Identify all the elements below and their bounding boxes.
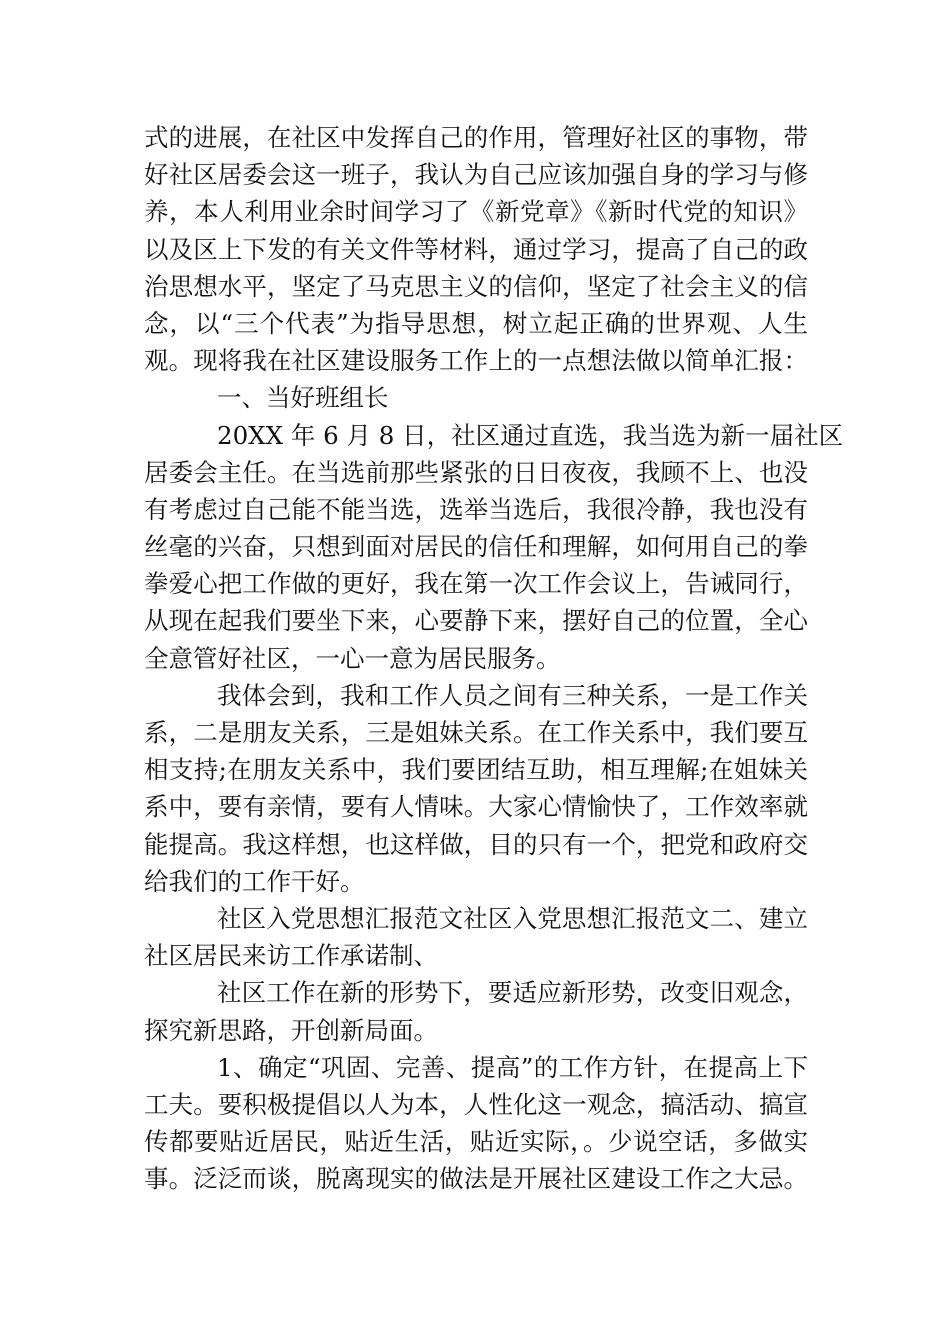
text-line: 探究新思路，开创新局面。 [144,1015,438,1045]
text-line: 工夫。要积极提倡以人为本，人性化这一观念，搞活动、搞宣 [144,1089,808,1119]
text-line: 丝毫的兴奋，只想到面对居民的信任和理解，如何用自己的拳 [144,532,808,562]
document-body [144,119,844,1197]
text-line: 居委会主任。在当选前那些紧张的日日夜夜，我顾不上、也没 [144,457,808,487]
text-line: 系，二是朋友关系，三是姐妹关系。在工作关系中，我们要互 [144,718,808,747]
section-heading: 一、当好班组长 [217,383,389,413]
text-line: 我体会到，我和工作人员之间有三种关系，一是工作关 [217,680,808,710]
text-line: 以及区上下发的有关文件等材料，通过学习，提高了自己的政 [144,234,808,264]
text-line: 系中，要有亲情，要有人情味。大家心情愉快了，工作效率就 [144,792,808,822]
text-line: 养，本人利用业余时间学习了《新党章》《新时代党的知识》 [144,197,808,227]
text-line: 能提高。我这样想，也这样做，目的只有一个，把党和政府交 [144,829,808,859]
text-line: 社区工作在新的形势下，要适应新形势，改变旧观念， [217,978,808,1008]
text-line: 1、确定“巩固、完善、提高”的工作方针，在提高上下 [217,1052,808,1082]
text-line: 给我们的工作干好。 [144,866,365,896]
text-line: 治思想水平，坚定了马克思主义的信仰，坚定了社会主义的信 [144,271,808,301]
text-line: 好社区居委会这一班子，我认为自己应该加强自身的学习与修 [144,160,808,190]
text-line: 从现在起我们要坐下来，心要静下来，摆好自己的位置，全心 [144,606,808,636]
text-line: 事。泛泛而谈，脱离现实的做法是开展社区建设工作之大忌。 [144,1164,808,1194]
text-line: 社区入党思想汇报范文社区入党思想汇报范文二、建立 [217,903,808,933]
text-line: 拳爱心把工作做的更好，我在第一次工作会议上，告诫同行， [144,569,808,599]
text-line: 传都要贴近居民，贴近生活，贴近实际，。少说空话，多做实 [144,1127,808,1157]
text-line: 20XX 年 6 月 8 日，社区通过直选，我当选为新一届社区 [217,420,844,450]
text-line: 式的进展，在社区中发挥自己的作用，管理好社区的事物，带 [144,123,808,152]
text-line: 相支持;在朋友关系中，我们要团结互助，相互理解;在姐妹关 [144,755,808,785]
text-line: 有考虑过自己能不能当选，选举当选后，我很冷静，我也没有 [144,494,808,524]
text-line: 念，以“三个代表”为指导思想，树立起正确的世界观、人生 [144,308,808,338]
text-line: 全意管好社区，一心一意为居民服务。 [144,643,561,673]
text-line: 社区居民来访工作承诺制、 [144,941,438,971]
text-line: 观。现将我在社区建设服务工作上的一点想法做以简单汇报： [144,346,808,376]
